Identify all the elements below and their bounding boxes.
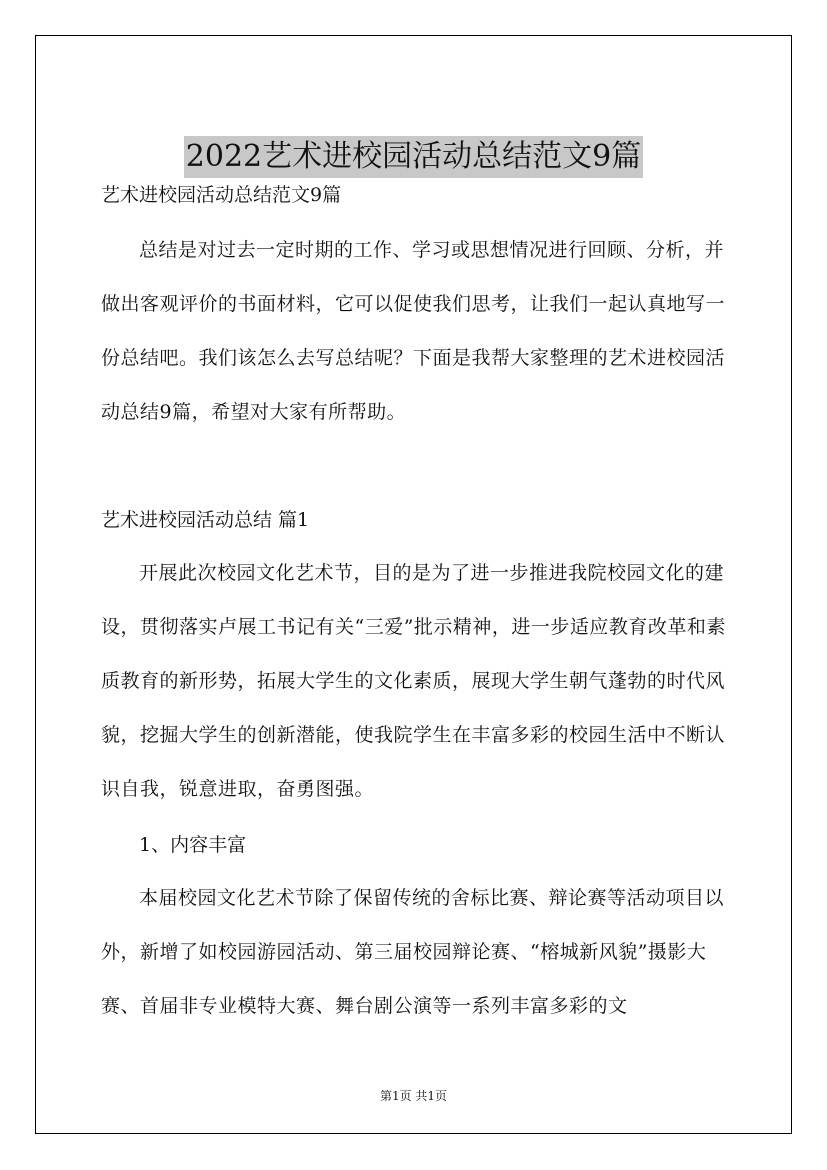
page-footer: 第1页 共1页 xyxy=(379,1089,448,1103)
document-subtitle: 艺术进校园活动总结范文9篇 xyxy=(101,184,342,206)
item-paragraph: 本届校园文化艺术节除了保留传统的舍标比赛、辩论赛等活动项目以外，新增了如校园游园活动、第三届校园辩论赛、“榕城新风貌”摄影大赛、首届非专业模特大赛、舞台剧公演等一系列丰富多彩的文 xyxy=(101,887,725,1017)
intro-paragraph: 总结是对过去一定时期的工作、学习或思想情况进行回顾、分析，并做出客观评价的书面材料，它可以促使我们思考，让我们一起认真地写一份总结吧。我们该怎么去写总结呢？下面是我帮大家整理的艺术进校园活动总结9篇，希望对大家有所帮助。 xyxy=(101,239,726,423)
section-paragraph: 开展此次校园文化艺术节，目的是为了进一步推进我院校园文化的建设，贯彻落实卢展工书记有关“三爱”批示精神，进一步适应教育改革和素质教育的新形势，拓展大学生的文化素质，展现大学生朝气蓬勃的时代风貌，挖掘大学生的创新潜能，使我院学生在丰富多彩的校园生活中不断认识自我，锐意进取，奋勇图强。 xyxy=(101,562,726,800)
title-text: 2022艺术进校园活动总结范文9篇 xyxy=(184,136,643,178)
section-heading: 艺术进校园活动总结 篇1 xyxy=(101,509,310,531)
document-page xyxy=(35,35,792,1134)
document-title xyxy=(36,136,791,178)
item-heading: 1、内容丰富 xyxy=(139,834,247,856)
